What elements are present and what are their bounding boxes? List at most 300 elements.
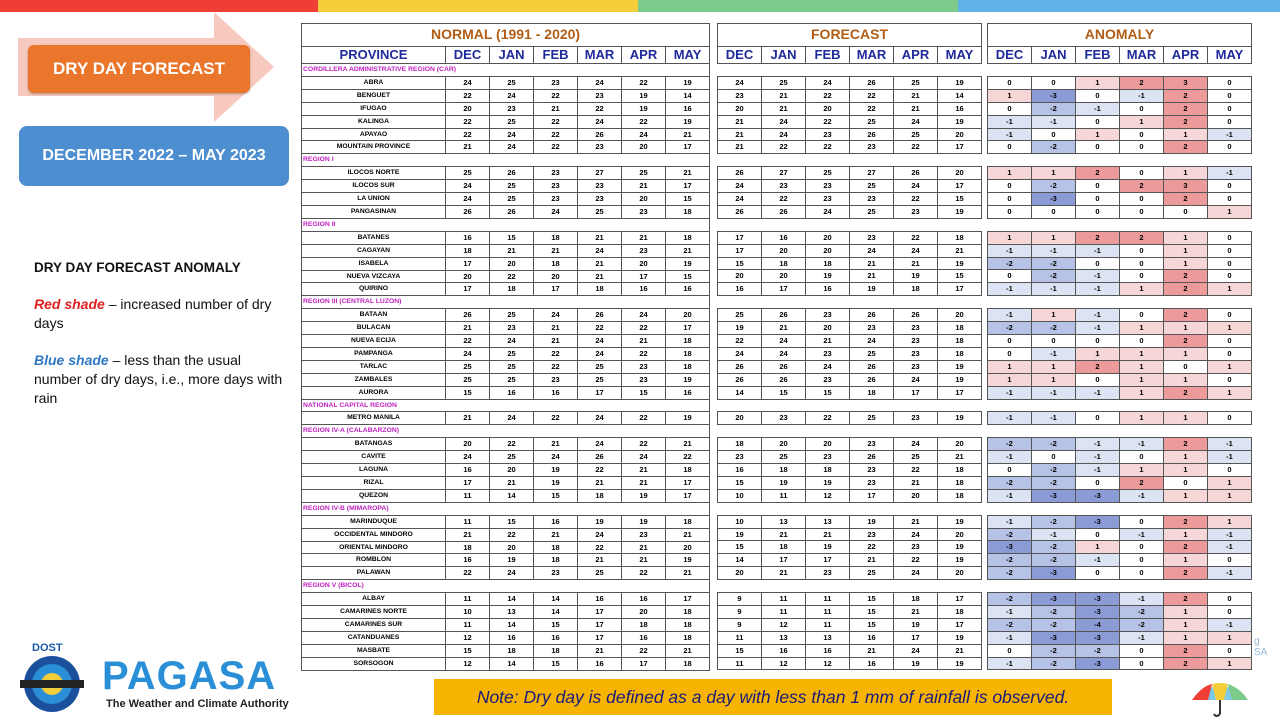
anomaly-value: 1: [1032, 167, 1076, 180]
forecast-value: 17: [850, 489, 894, 502]
normal-value: 17: [446, 283, 490, 296]
table-row: [718, 360, 982, 373]
anomaly-value: -2: [1076, 644, 1120, 657]
normal-value: 21: [446, 322, 490, 335]
table-row: [718, 128, 982, 141]
anomaly-value: -2: [988, 618, 1032, 631]
normal-value: 15: [666, 270, 710, 283]
normal-value: 22: [578, 322, 622, 335]
table-row: [718, 334, 982, 347]
table-row: [988, 283, 1252, 296]
table-row: [988, 567, 1252, 580]
normal-value: 18: [666, 657, 710, 670]
forecast-value: 10: [718, 515, 762, 528]
table-row: [302, 205, 710, 218]
normal-value: 22: [622, 438, 666, 451]
forecast-value: 21: [938, 644, 982, 657]
normal-value: 24: [446, 180, 490, 193]
forecast-value: 21: [894, 89, 938, 102]
forecast-value: 24: [894, 115, 938, 128]
anomaly-value: 0: [1120, 515, 1164, 528]
table-row: [302, 386, 710, 399]
normal-value: 20: [622, 257, 666, 270]
normal-value: 21: [622, 335, 666, 348]
anomaly-value: 2: [1164, 115, 1208, 128]
forecast-value: 27: [850, 167, 894, 180]
forecast-value: 15: [806, 386, 850, 399]
anomaly-value: 1: [1032, 231, 1076, 244]
anomaly-value: 1: [1164, 451, 1208, 464]
anomaly-value: 1: [1208, 360, 1252, 373]
anomaly-value: 0: [1164, 476, 1208, 489]
region-row: [718, 218, 982, 231]
province-name: MOUNTAIN PROVINCE: [302, 141, 446, 154]
month-header: DEC: [988, 47, 1032, 64]
anomaly-value: -2: [1032, 554, 1076, 567]
anomaly-value: -1: [988, 657, 1032, 670]
forecast-value: 26: [762, 309, 806, 322]
dry-day-forecast-button[interactable]: DRY DAY FORECAST: [28, 45, 250, 93]
anomaly-value: 0: [1164, 205, 1208, 218]
anomaly-value: 2: [1164, 515, 1208, 528]
anomaly-value: 2: [1164, 657, 1208, 670]
normal-value: 17: [666, 180, 710, 193]
anomaly-value: -2: [988, 554, 1032, 567]
normal-value: 17: [578, 631, 622, 644]
anomaly-value: 1: [1076, 76, 1120, 89]
anomaly-value: -1: [1032, 347, 1076, 360]
region-row: [718, 399, 982, 412]
anomaly-value: 0: [1120, 451, 1164, 464]
anomaly-value: 0: [1076, 180, 1120, 193]
province-name: ILOCOS SUR: [302, 180, 446, 193]
anomaly-value: 1: [1208, 322, 1252, 335]
anomaly-value: 2: [1076, 231, 1120, 244]
forecast-value: 20: [806, 322, 850, 335]
date-range-button[interactable]: DECEMBER 2022 – MAY 2023: [19, 126, 289, 186]
table-row: [302, 102, 710, 115]
forecast-value: 15: [938, 270, 982, 283]
forecast-value: 19: [938, 76, 982, 89]
forecast-value: 17: [894, 631, 938, 644]
anomaly-value: 1: [1120, 412, 1164, 425]
anomaly-value: 1: [1164, 347, 1208, 360]
forecast-value: 11: [762, 593, 806, 606]
normal-value: 21: [666, 438, 710, 451]
region-spacer: [988, 580, 1252, 593]
normal-value: 24: [622, 128, 666, 141]
forecast-value: 23: [850, 231, 894, 244]
normal-value: 20: [622, 141, 666, 154]
legend-blue-item: [34, 351, 284, 408]
forecast-value: 23: [806, 180, 850, 193]
forecast-value: 20: [806, 244, 850, 257]
forecast-value: 19: [894, 657, 938, 670]
anomaly-value: 1: [1120, 115, 1164, 128]
region-row: [718, 296, 982, 309]
region-row: [302, 154, 710, 167]
normal-value: 22: [534, 115, 578, 128]
anomaly-value: 1: [988, 231, 1032, 244]
forecast-value: 21: [850, 257, 894, 270]
normal-value: 22: [622, 76, 666, 89]
normal-value: 21: [534, 244, 578, 257]
forecast-value: 19: [850, 283, 894, 296]
anomaly-value: 0: [1076, 567, 1120, 580]
anomaly-value: 2: [1164, 309, 1208, 322]
anomaly-value: -1: [1076, 283, 1120, 296]
table-row: [988, 605, 1252, 618]
table-row: [302, 244, 710, 257]
forecast-value: 20: [938, 438, 982, 451]
normal-value: 11: [446, 593, 490, 606]
normal-value: 20: [446, 102, 490, 115]
province-name: ORIENTAL MINDORO: [302, 541, 446, 554]
anomaly-value: 0: [1208, 644, 1252, 657]
anomaly-value: 0: [1208, 231, 1252, 244]
anomaly-legend: [34, 258, 284, 426]
anomaly-value: -1: [1032, 528, 1076, 541]
forecast-value: 16: [806, 283, 850, 296]
normal-value: 16: [490, 631, 534, 644]
forecast-value: 19: [938, 373, 982, 386]
forecast-value: 15: [938, 193, 982, 206]
table-row: [302, 283, 710, 296]
normal-value: 16: [578, 593, 622, 606]
forecast-value: 16: [850, 657, 894, 670]
normal-value: 18: [666, 464, 710, 477]
province-header: PROVINCE: [302, 47, 446, 64]
normal-value: 22: [622, 644, 666, 657]
month-header: DEC: [446, 47, 490, 64]
table-row: [718, 386, 982, 399]
forecast-value: 21: [894, 515, 938, 528]
province-name: ILOCOS NORTE: [302, 167, 446, 180]
month-header: JAN: [1032, 47, 1076, 64]
normal-value: 23: [578, 141, 622, 154]
forecast-value: 23: [894, 347, 938, 360]
province-name: PALAWAN: [302, 567, 446, 580]
normal-value: 25: [578, 205, 622, 218]
normal-value: 18: [666, 606, 710, 619]
red-shade-text: – increased number of dry days: [34, 296, 272, 331]
anomaly-value: -1: [988, 386, 1032, 399]
anomaly-value: 2: [1164, 334, 1208, 347]
table-row: [988, 309, 1252, 322]
anomaly-value: 0: [1076, 528, 1120, 541]
normal-value: 16: [534, 515, 578, 528]
normal-value: 21: [534, 528, 578, 541]
normal-value: 24: [578, 528, 622, 541]
anomaly-value: 1: [1120, 347, 1164, 360]
table-row: [988, 515, 1252, 528]
forecast-value: 20: [718, 412, 762, 425]
table-row: [988, 360, 1252, 373]
anomaly-value: -1: [988, 244, 1032, 257]
normal-value: 16: [666, 283, 710, 296]
normal-value: 15: [534, 657, 578, 670]
forecast-value: 18: [938, 464, 982, 477]
anomaly-value: 1: [1208, 283, 1252, 296]
table-row: [302, 631, 710, 644]
forecast-value: 21: [850, 270, 894, 283]
normal-value: 20: [534, 270, 578, 283]
anomaly-value: 0: [1120, 141, 1164, 154]
table-row: [988, 128, 1252, 141]
province-name: QUEZON: [302, 489, 446, 502]
forecast-value: 19: [938, 257, 982, 270]
table-row: [302, 257, 710, 270]
normal-value: 24: [490, 141, 534, 154]
forecast-value: 14: [718, 554, 762, 567]
normal-value: 25: [490, 451, 534, 464]
normal-value: 20: [490, 541, 534, 554]
normal-value: 15: [622, 386, 666, 399]
anomaly-value: 0: [1208, 309, 1252, 322]
forecast-value: 23: [894, 205, 938, 218]
normal-value: 20: [446, 438, 490, 451]
anomaly-value: 0: [1076, 193, 1120, 206]
forecast-value: 21: [718, 128, 762, 141]
normal-value: 26: [490, 205, 534, 218]
anomaly-value: 3: [1164, 180, 1208, 193]
forecast-value: 18: [806, 257, 850, 270]
normal-value: 24: [622, 309, 666, 322]
anomaly-value: -1: [1032, 244, 1076, 257]
forecast-value: 17: [938, 593, 982, 606]
table-row: [718, 347, 982, 360]
table-row: [988, 322, 1252, 335]
forecast-value: 20: [938, 567, 982, 580]
normal-value: 12: [446, 657, 490, 670]
region-row: [718, 502, 982, 515]
normal-value: 22: [446, 335, 490, 348]
forecast-value: 24: [806, 205, 850, 218]
province-name: BATAAN: [302, 309, 446, 322]
table-row: [302, 128, 710, 141]
anomaly-value: 1: [1164, 244, 1208, 257]
normal-value: 15: [490, 231, 534, 244]
table-row: [302, 89, 710, 102]
table-row: [302, 606, 710, 619]
forecast-value: 23: [806, 128, 850, 141]
anomaly-value: -3: [988, 541, 1032, 554]
table-row: [988, 141, 1252, 154]
anomaly-value: 0: [1120, 657, 1164, 670]
anomaly-value: 0: [1076, 373, 1120, 386]
forecast-value: 23: [718, 451, 762, 464]
table-row: [302, 76, 710, 89]
normal-value: 17: [666, 141, 710, 154]
dost-label: DOST: [32, 642, 63, 654]
forecast-value: 26: [894, 167, 938, 180]
forecast-value: 26: [718, 167, 762, 180]
anomaly-value: -1: [1120, 89, 1164, 102]
region-row: [988, 218, 1252, 231]
normal-value: 15: [534, 618, 578, 631]
forecast-value: 14: [938, 89, 982, 102]
forecast-value: 11: [718, 657, 762, 670]
anomaly-value: 0: [988, 141, 1032, 154]
umbrella-icon: [1188, 678, 1252, 718]
anomaly-value: 0: [1032, 76, 1076, 89]
region-row: [302, 296, 710, 309]
forecast-value: 25: [762, 76, 806, 89]
normal-value: 21: [534, 102, 578, 115]
normal-value: 18: [446, 244, 490, 257]
normal-value: 26: [446, 309, 490, 322]
normal-value: 21: [622, 180, 666, 193]
table-row: [988, 347, 1252, 360]
anomaly-value: -3: [1032, 193, 1076, 206]
region-row: [988, 154, 1252, 167]
forecast-value: 19: [938, 412, 982, 425]
month-header: FEB: [1076, 47, 1120, 64]
anomaly-value: 1: [988, 373, 1032, 386]
anomaly-value: 2: [1164, 593, 1208, 606]
anomaly-value: 0: [1120, 128, 1164, 141]
anomaly-value: 1: [1032, 360, 1076, 373]
anomaly-value: 0: [1032, 205, 1076, 218]
normal-value: 21: [578, 477, 622, 490]
forecast-value: 10: [718, 489, 762, 502]
forecast-value: 23: [806, 193, 850, 206]
region-spacer: [718, 218, 982, 231]
anomaly-value: 1: [1208, 657, 1252, 670]
table-row: [718, 193, 982, 206]
table-row: [718, 270, 982, 283]
normal-value: 23: [578, 193, 622, 206]
anomaly-value: -3: [1032, 89, 1076, 102]
normal-value: 18: [534, 257, 578, 270]
table-row: [988, 412, 1252, 425]
forecast-value: 18: [894, 593, 938, 606]
province-name: ZAMBALES: [302, 373, 446, 386]
table-row: [718, 476, 982, 489]
province-name: ISABELA: [302, 257, 446, 270]
anomaly-value: 2: [1164, 283, 1208, 296]
table-row: [988, 76, 1252, 89]
forecast-value: 21: [762, 89, 806, 102]
anomaly-value: -1: [988, 631, 1032, 644]
anomaly-value: 0: [1208, 464, 1252, 477]
province-name: PAMPANGA: [302, 347, 446, 360]
anomaly-value: -2: [1032, 257, 1076, 270]
region-row: [988, 296, 1252, 309]
anomaly-value: -2: [1120, 618, 1164, 631]
forecast-value: 25: [894, 76, 938, 89]
table-row: [718, 438, 982, 451]
table-row: [718, 593, 982, 606]
table-row: [718, 373, 982, 386]
table-row: [302, 593, 710, 606]
anomaly-value: 0: [1032, 334, 1076, 347]
forecast-value: 11: [806, 593, 850, 606]
forecast-value: 25: [762, 451, 806, 464]
anomaly-value: -4: [1076, 618, 1120, 631]
anomaly-value: 0: [1120, 309, 1164, 322]
region-spacer: [988, 154, 1252, 167]
normal-value: 22: [534, 89, 578, 102]
anomaly-value: -1: [1076, 102, 1120, 115]
province-name: BULACAN: [302, 322, 446, 335]
anomaly-value: 2: [1164, 102, 1208, 115]
table-row: [718, 89, 982, 102]
forecast-value: 26: [850, 76, 894, 89]
anomaly-value: -3: [1076, 515, 1120, 528]
normal-value: 20: [490, 257, 534, 270]
forecast-value: 25: [850, 115, 894, 128]
normal-value: 18: [666, 360, 710, 373]
province-name: MASBATE: [302, 644, 446, 657]
month-header: MAY: [1208, 47, 1252, 64]
table-row: [302, 322, 710, 335]
anomaly-value: -2: [1032, 644, 1076, 657]
region-row: [988, 425, 1252, 438]
table-row: [718, 231, 982, 244]
normal-value: 16: [446, 231, 490, 244]
region-spacer: [988, 64, 1252, 77]
forecast-table: [717, 23, 982, 670]
anomaly-value: -1: [1076, 270, 1120, 283]
normal-value: 18: [666, 335, 710, 348]
forecast-value: 23: [894, 360, 938, 373]
forecast-value: 24: [762, 115, 806, 128]
forecast-value: 11: [806, 618, 850, 631]
anomaly-value: -1: [988, 283, 1032, 296]
forecast-value: 21: [894, 257, 938, 270]
normal-value: 25: [446, 360, 490, 373]
anomaly-value: -1: [1208, 567, 1252, 580]
region-label: REGION V (BICOL): [302, 580, 710, 593]
top-bar-red: [0, 0, 318, 12]
month-header: APR: [894, 47, 938, 64]
province-name: KALINGA: [302, 115, 446, 128]
table-row: [302, 567, 710, 580]
normal-value: 16: [666, 102, 710, 115]
normal-value: 25: [490, 347, 534, 360]
table-row: [302, 554, 710, 567]
forecast-value: 11: [762, 605, 806, 618]
province-name: IFUGAO: [302, 102, 446, 115]
anomaly-value: 0: [1208, 554, 1252, 567]
forecast-value: 22: [806, 89, 850, 102]
anomaly-value: -1: [1208, 128, 1252, 141]
normal-value: 24: [490, 412, 534, 425]
forecast-value: 26: [762, 205, 806, 218]
normal-value: 21: [446, 141, 490, 154]
table-row: [718, 322, 982, 335]
anomaly-value: 2: [1164, 541, 1208, 554]
normal-value: 18: [666, 231, 710, 244]
forecast-value: 15: [718, 541, 762, 554]
forecast-value: 18: [938, 322, 982, 335]
region-spacer: [718, 425, 982, 438]
normal-value: 15: [666, 193, 710, 206]
table-row: [718, 309, 982, 322]
normal-value: 25: [446, 167, 490, 180]
region-spacer: [718, 580, 982, 593]
anomaly-value: -2: [1032, 438, 1076, 451]
normal-value: 23: [490, 102, 534, 115]
normal-value: 17: [578, 386, 622, 399]
forecast-value: 9: [718, 618, 762, 631]
forecast-value: 19: [762, 476, 806, 489]
table-row: [988, 373, 1252, 386]
forecast-value: 26: [718, 360, 762, 373]
province-name: AURORA: [302, 386, 446, 399]
forecast-value: 25: [894, 128, 938, 141]
